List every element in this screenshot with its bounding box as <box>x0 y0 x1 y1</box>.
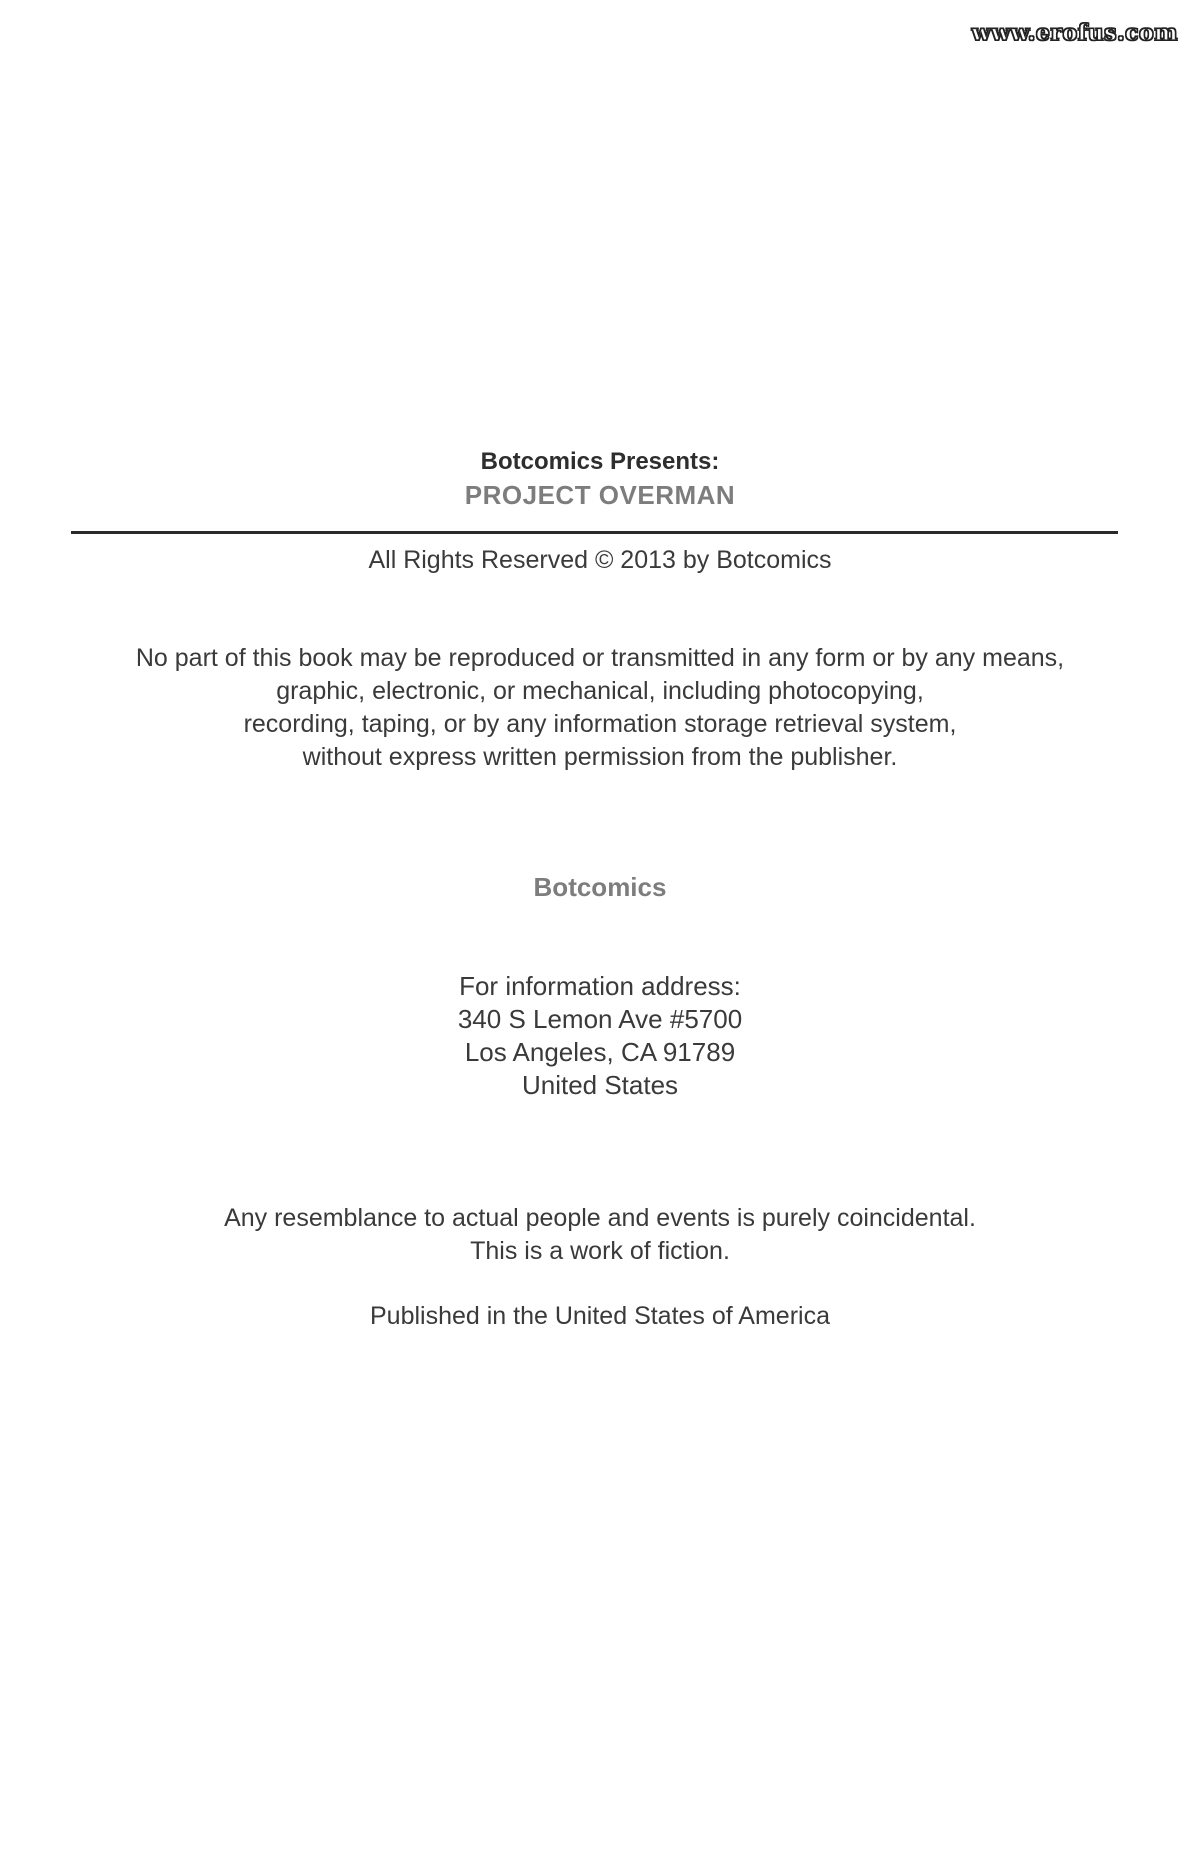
reproduction-notice <box>0 642 1200 774</box>
notice-line: No part of this book may be reproduced or transmitted in any form or by any means, <box>135 644 1065 672</box>
book-title: PROJECT OVERMAN <box>464 480 736 510</box>
publisher-address <box>0 970 1200 1102</box>
divider <box>71 531 1118 534</box>
notice-line: recording, taping, or by any information storage retrieval system, <box>243 710 957 738</box>
address-line: 340 S Lemon Ave #5700 <box>457 1004 743 1034</box>
address-line: For information address: <box>459 971 741 1001</box>
fiction-disclaimer <box>0 1202 1200 1268</box>
published-location: Published in the United States of America <box>370 1302 830 1330</box>
notice-line: graphic, electronic, or mechanical, including photocopying, <box>276 677 924 705</box>
disclaimer-line: Any resemblance to actual people and events is purely coincidental. <box>224 1204 976 1232</box>
address-line: Los Angeles, CA 91789 <box>464 1037 736 1067</box>
presents-heading: Botcomics Presents: <box>480 448 720 475</box>
copyright-line: All Rights Reserved © 2013 by Botcomics <box>368 546 832 574</box>
disclaimer-line: This is a work of fiction. <box>470 1237 730 1265</box>
notice-line: without express written permission from the publisher. <box>302 743 898 771</box>
address-line: United States <box>521 1070 679 1100</box>
watermark-text: www.erofus.com <box>971 20 1178 46</box>
publisher-name: Botcomics <box>533 872 667 902</box>
